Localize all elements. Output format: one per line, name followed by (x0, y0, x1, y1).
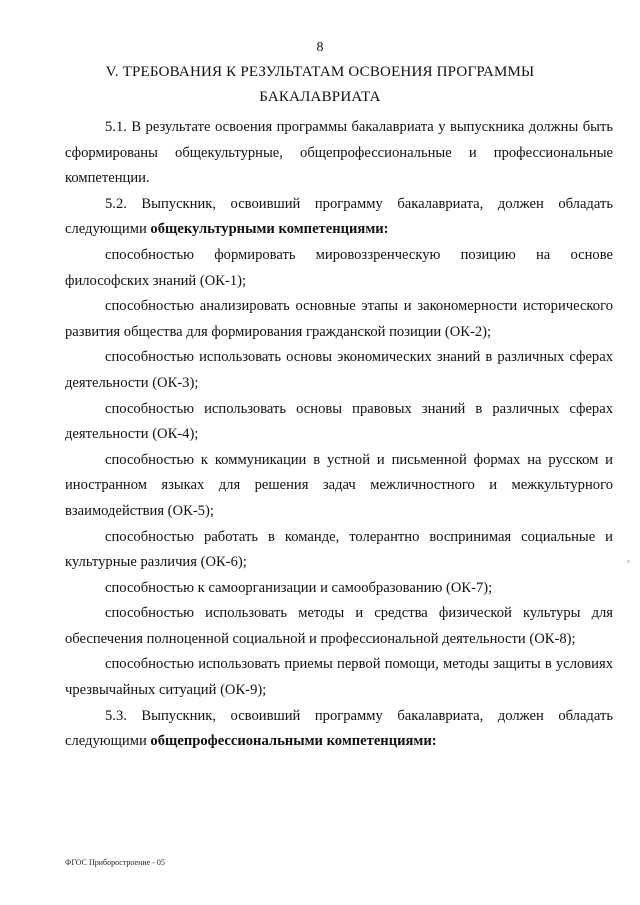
paragraph-5-3 (65, 704, 613, 755)
competence-ok-4: способностью использовать основы правовых знаний в различных сферах деятельности (ОК-4); (65, 400, 613, 443)
competence-ok-5: способностью к коммуникации в устной и письменной формах на русском и иностранном языках для решения задач межличностного и межкультурного взаимодействия (ОК-5); (65, 451, 613, 519)
paragraph-5-2 (65, 192, 613, 243)
paragraph-5-2-bold: общекультурными компетенциями: (150, 221, 389, 238)
section-heading-line-1: V. ТРЕБОВАНИЯ К РЕЗУЛЬТАТАМ ОСВОЕНИЯ ПРОГРАММЫ (105, 64, 535, 80)
scan-speck (627, 560, 630, 563)
paragraph-5-3-bold: общепрофессиональными компетенциями: (150, 733, 437, 750)
paragraph-5-2-text: 5.2. Выпускник, освоивший программу бакалавриата, должен обладать следующими (65, 195, 613, 238)
competence-ok-6: способностью работать в команде, толерантно воспринимая социальные и культурные различия (ОК-6); (65, 528, 613, 571)
document-body (65, 115, 613, 755)
competence-ok-9: способностью использовать приемы первой помощи, методы защиты в условиях чрезвычайных ситуаций (ОК-9); (65, 656, 613, 699)
paragraph-5-1: 5.1. В результате освоения программы бакалавриата у выпускника должны быть сформированы общекультурные, общепрофессиональные и профессиональные компетенции. (65, 119, 613, 187)
competence-ok-7: способностью к самоорганизации и самообразованию (ОК-7); (105, 579, 493, 596)
page-number: 8 (316, 40, 324, 55)
competence-ok-2: способностью анализировать основные этапы и закономерности исторического развития общества для формирования гражданской позиции (ОК-2); (65, 298, 613, 340)
competence-ok-1: способностью формировать мировоззренческую позицию на основе философских знаний (ОК-1); (65, 246, 613, 289)
paragraph-5-3-text: 5.3. Выпускник, освоивший программу бакалавриата, должен обладать следующими (65, 707, 613, 750)
page-footer: ФГОС Приборостроение - 05 (65, 858, 165, 867)
section-heading-line-2: БАКАЛАВРИАТА (259, 89, 381, 105)
competence-ok-3: способностью использовать основы экономических знаний в различных сферах деятельности (ОК-3); (65, 349, 613, 391)
competence-ok-8: способностью использовать методы и средства физической культуры для обеспечения полноценной социальной и профессиональной деятельности (ОК-8); (65, 605, 613, 647)
